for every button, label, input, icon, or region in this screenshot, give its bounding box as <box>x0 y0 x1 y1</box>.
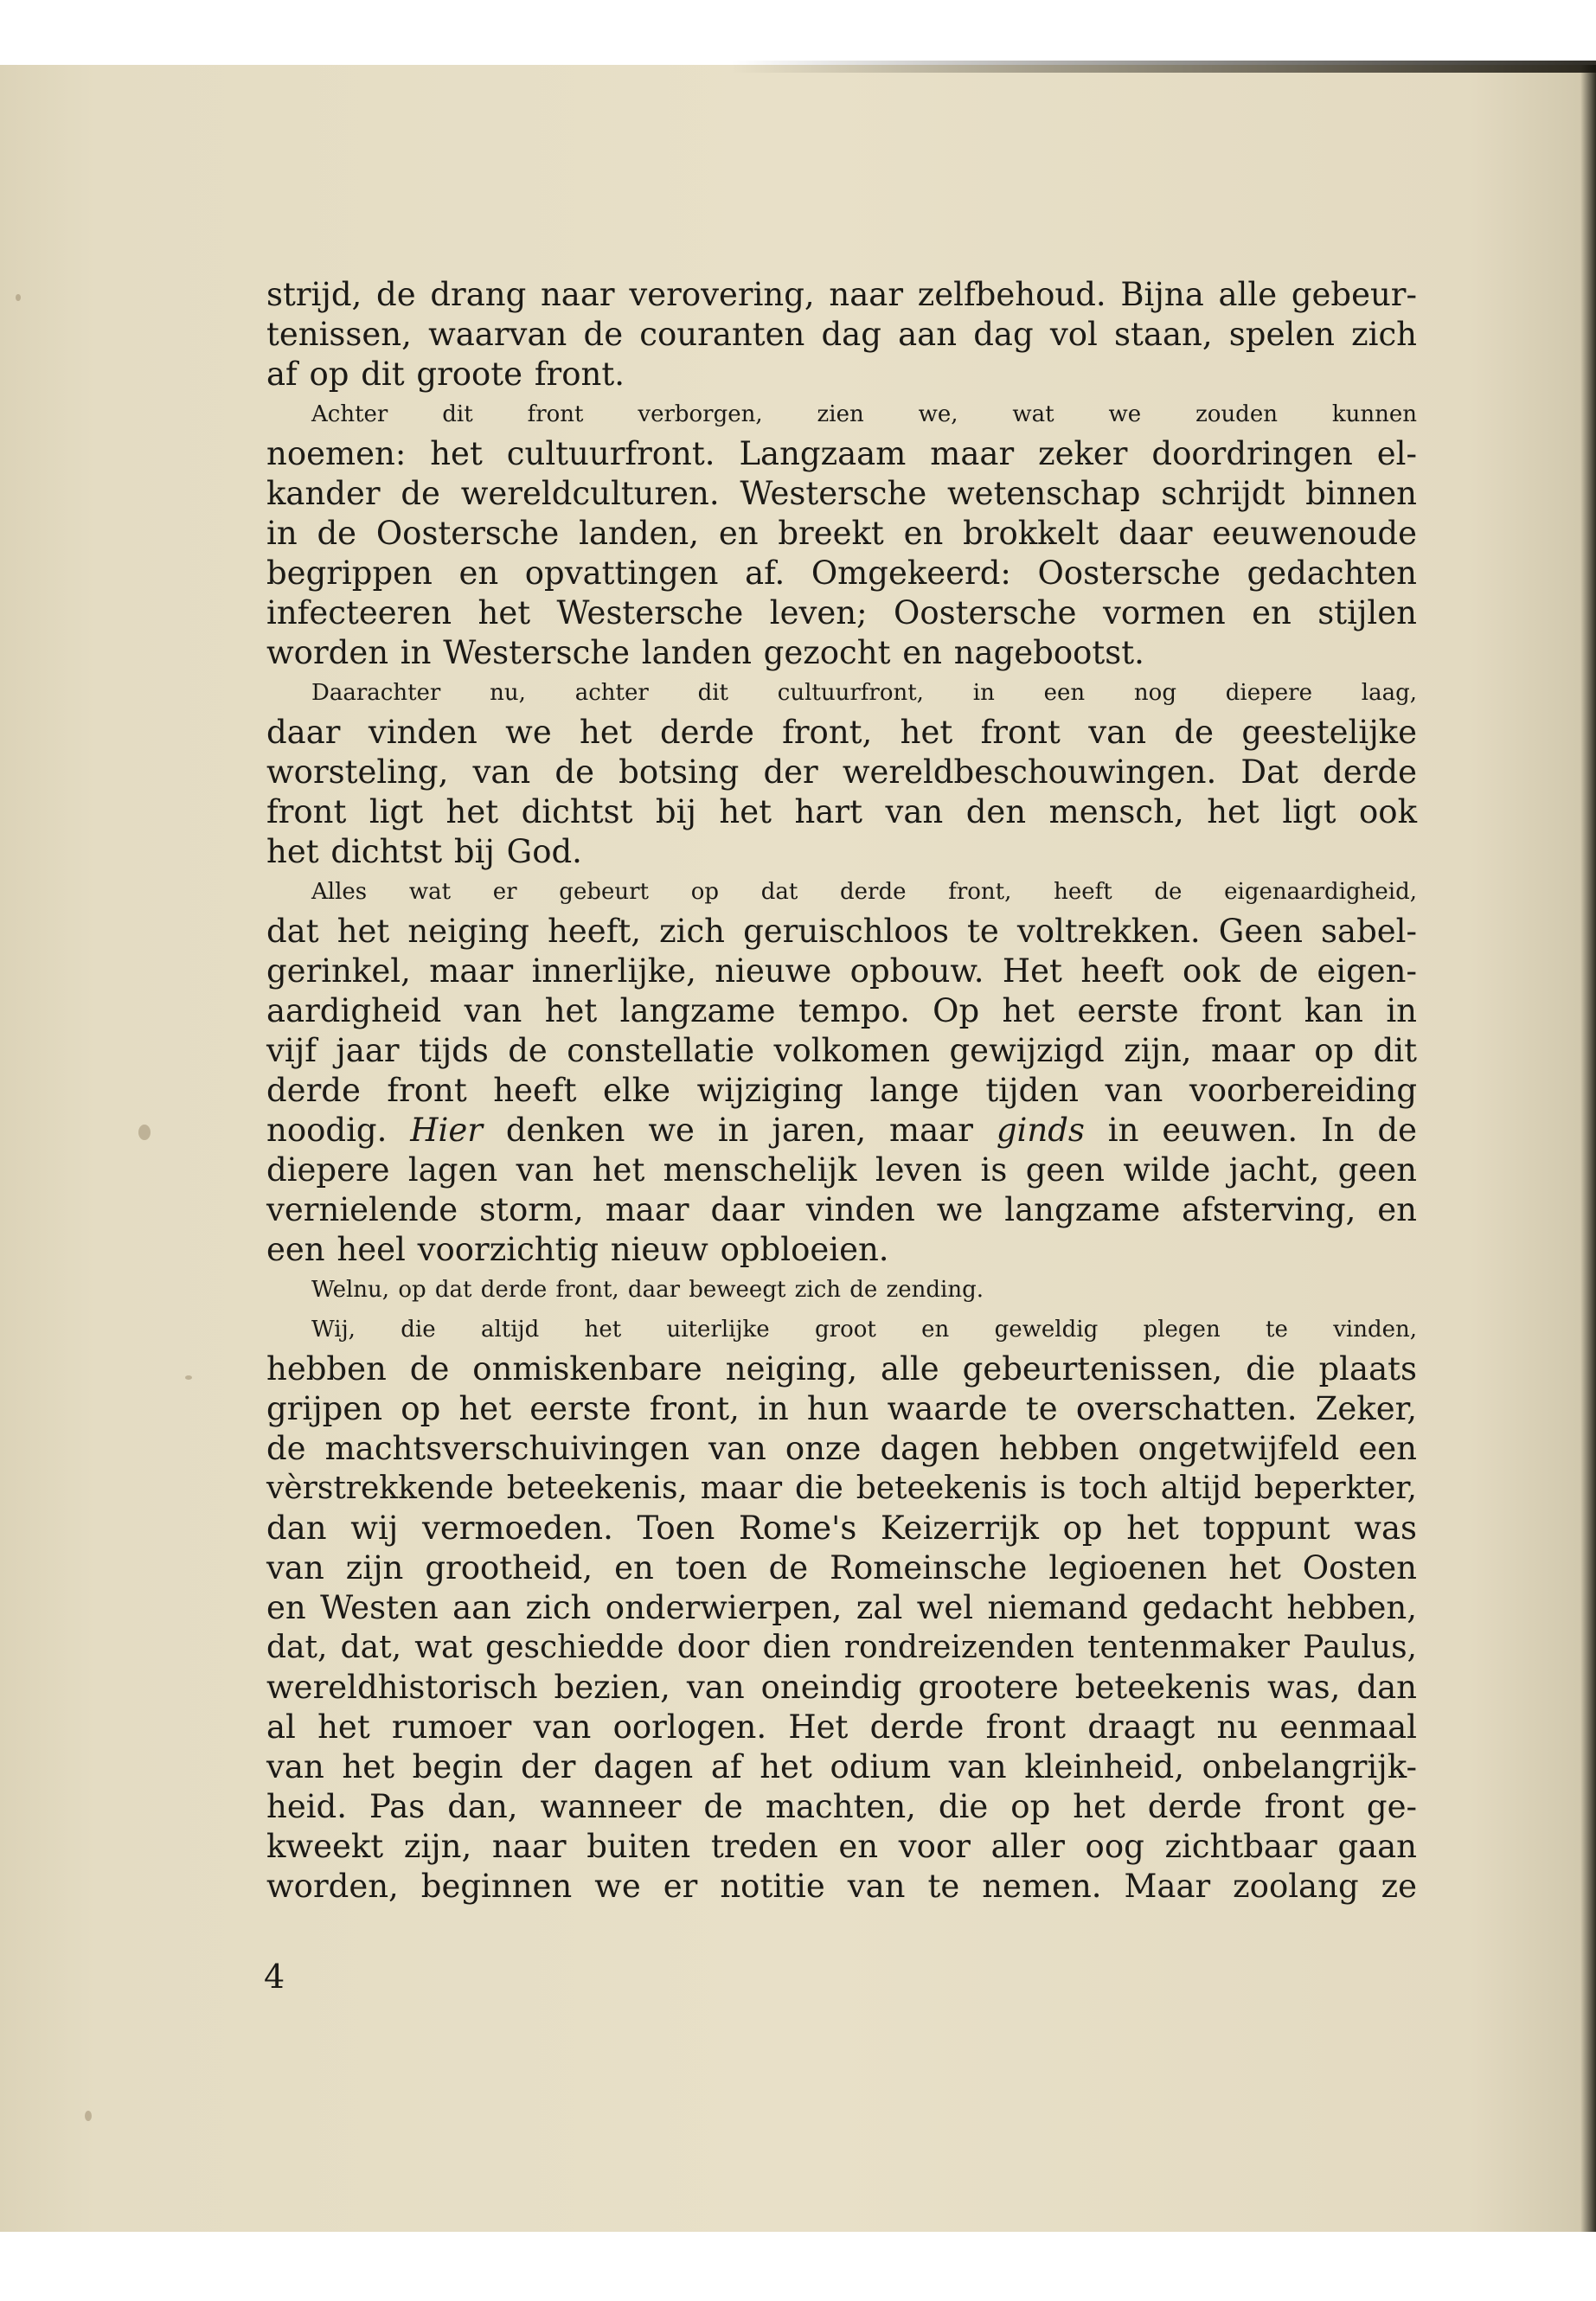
text-line: dat, dat, wat geschiedde door dien rondreizenden tentenmaker Paulus, <box>266 1630 1417 1665</box>
text-line: het dichtst bij God. <box>266 833 582 870</box>
paper-speck <box>138 1125 151 1140</box>
text-line: een heel voorzichtig nieuw opbloeien. <box>266 1231 889 1268</box>
text-line: af op dit groote front. <box>266 356 625 393</box>
paper-speck <box>85 2111 92 2121</box>
text-line: wereldhistorisch bezien, van oneindig grootere beteekenis was, dan <box>266 1669 1417 1706</box>
text-line: begrippen en opvattingen af. Omgekeerd: Oostersche gedachten <box>266 554 1417 592</box>
text-line: strijd, de drang naar verovering, naar zelfbehoud. Bijna alle gebeur- <box>266 276 1417 313</box>
text-line: vernielende storm, maar daar vinden we langzame afsterving, en <box>266 1191 1417 1228</box>
text-line: dan wij vermoeden. Toen Rome's Keizerrijk op het toppunt was <box>266 1509 1417 1547</box>
text-line: worden in Westersche landen gezocht en nagebootst. <box>266 634 1144 671</box>
text-line: kweekt zijn, naar buiten treden en voor aller oog zichtbaar gaan <box>266 1828 1417 1865</box>
text-line: hebben de onmiskenbare neiging, alle gebeurtenissen, die plaats <box>266 1350 1417 1388</box>
paper-speck <box>16 294 21 301</box>
text-line: grijpen op het eerste front, in hun waarde te overschatten. Zeker, <box>266 1390 1417 1427</box>
page-number: 4 <box>264 1958 285 1996</box>
text-line: tenissen, waarvan de couranten dag aan dag vol staan, spelen zich <box>266 316 1417 353</box>
text-line: al het rumoer van oorlogen. Het derde front draagt nu eenmaal <box>266 1708 1417 1746</box>
text-line: heid. Pas dan, wanneer de machten, die op het derde front ge- <box>266 1788 1417 1825</box>
text-line: Daarachter nu, achter dit cultuurfront, in een nog diepere laag, <box>311 680 1417 706</box>
text-line: Welnu, op dat derde front, daar beweegt zich de zending. <box>311 1277 984 1303</box>
text-line: aardigheid van het langzame tempo. Op het eerste front kan in <box>266 992 1417 1029</box>
text-line: en Westen aan zich onderwierpen, zal wel niemand gedacht hebben, <box>266 1589 1417 1626</box>
paper-speck <box>185 1375 192 1380</box>
text-line: daar vinden we het derde front, het front van de geestelijke <box>266 714 1417 751</box>
text-line: in de Oostersche landen, en breekt en brokkelt daar eeuwenoude <box>266 515 1417 552</box>
scan-shadow <box>1580 65 1596 2232</box>
text-line: derde front heeft elke wijziging lange tijden van voorbereiding <box>266 1072 1417 1109</box>
text-line: gerinkel, maar innerlijke, nieuwe opbouw. Het heeft ook de eigen- <box>266 952 1417 990</box>
text-line: Wij, die altijd het uiterlijke groot en geweldig plegen te vinden, <box>311 1317 1417 1343</box>
text-line: infecteeren het Westersche leven; Oostersche vormen en stijlen <box>266 594 1417 631</box>
text-line: front ligt het dichtst bij het hart van den mensch, het ligt ook <box>266 793 1417 830</box>
text-line: Achter dit front verborgen, zien we, wat we zouden kunnen <box>311 401 1417 427</box>
text-line: worden, beginnen we er notitie van te nemen. Maar zoolang ze <box>266 1868 1417 1905</box>
text-line: de machtsverschuivingen van onze dagen hebben ongetwijfeld een <box>266 1430 1417 1467</box>
text-line: noodig. Hier denken we in jaren, maar ginds in eeuwen. In de <box>266 1112 1418 1149</box>
text-line: worsteling, van de botsing der wereldbeschouwingen. Dat derde <box>266 753 1417 791</box>
text-line: noemen: het cultuurfront. Langzaam maar zeker doordringen el- <box>266 435 1417 472</box>
text-line: Alles wat er gebeurt op dat derde front, heeft de eigenaardigheid, <box>311 879 1417 905</box>
text-line: van zijn grootheid, en toen de Romeinsche legioenen het Oosten <box>266 1549 1417 1586</box>
text-line: vijf jaar tijds de constellatie volkomen gewijzigd zijn, maar op dit <box>266 1032 1417 1069</box>
text-line: diepere lagen van het menschelijk leven is geen wilde jacht, geen <box>266 1151 1417 1189</box>
text-line: kander de wereldculturen. Westersche wetenschap schrijdt binnen <box>266 475 1417 512</box>
text-line: dat het neiging heeft, zich geruischloos te voltrekken. Geen sabel- <box>266 913 1417 950</box>
text-line: vèrstrekkende beteekenis, maar die beteekenis is toch altijd beperkter, <box>266 1471 1417 1506</box>
text-line: van het begin der dagen af het odium van kleinheid, onbelangrijk- <box>266 1748 1417 1785</box>
body-text <box>266 275 1417 1907</box>
scan-shadow <box>731 61 1596 73</box>
